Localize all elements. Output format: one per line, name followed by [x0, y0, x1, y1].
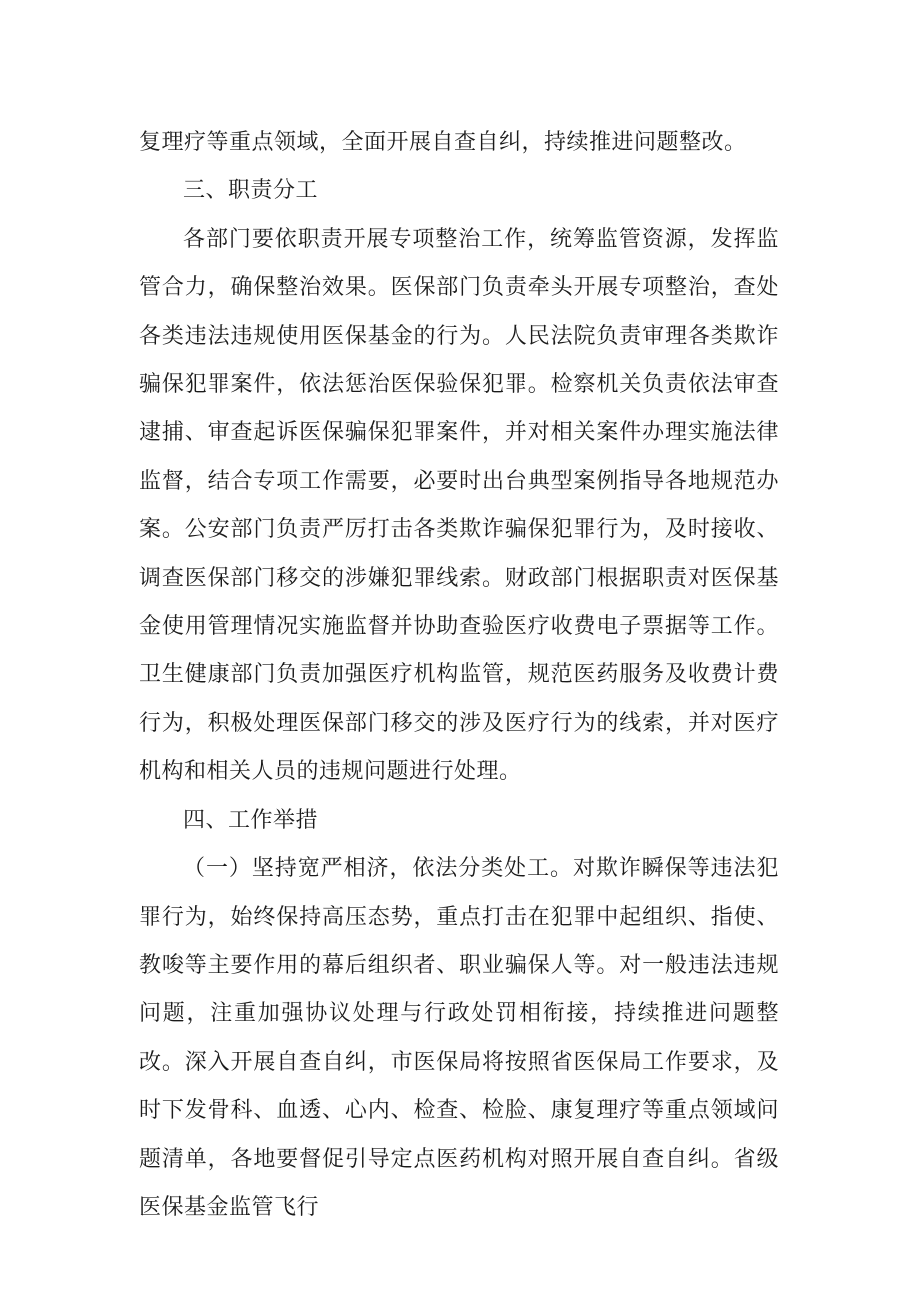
document-body [139, 119, 779, 1232]
sub-heading-measure-1: （一）坚持宽严相济，依法分类处工。 [183, 856, 573, 882]
paragraph-responsibilities: 各部门要依职责开展专项整治工作，统筹监管资源，发挥监管合力，确保整治效果。医保部门负责牵头开展专项整治，查处各类违法违规使用医保基金的行为。人民法院负责审理各类欺诈骗保犯罪案件，依法惩治医保验保犯罪。检察机关负责依法审查逮捕、审查起诉医保骗保犯罪案件，并对相关案件办理实施法律监督，结合专项工作需要，必要时出台典型案例指导各地规范办案。公安部门负责严厉打击各类欺诈骗保犯罪行为，及时接收、调查医保部门移交的涉嫌犯罪线索。财政部门根据职责对医保基金使用管理情况实施监督并协助查验医疗收费电子票据等工作。卫生健康部门负责加强医疗机构监管，规范医药服务及收费计费行为，积极处理医保部门移交的涉及医疗行为的线索，并对医疗机构和相关人员的违规问题进行处理。 [139, 226, 779, 785]
section-heading-measures: 四、工作举措 [183, 807, 319, 833]
paragraph-continuation: 复理疗等重点领域，全面开展自查自纠，持续推进问题整改。 [139, 130, 747, 155]
section-heading-responsibilities: 三、职责分工 [183, 178, 319, 204]
paragraph-measures-1 [139, 845, 779, 1232]
paragraph-measures-1-body: 对欺诈瞬保等违法犯罪行为，始终保持高压态势，重点打击在犯罪中起组织、指使、教唆等主要作用的幕后组织者、职业骗保人等。对一般违法违规问题，注重加强协议处理与行政处罚相衔接，持续推进问题整改。深入开展自查自纠，市医保局将按照省医保局工作要求，及时下发骨科、血透、心内、检查、检脸、康复理疗等重点领域问题清单，各地要督促引导定点医药机构对照开展自查自纠。省级医保基金监管飞行 [139, 856, 779, 1220]
